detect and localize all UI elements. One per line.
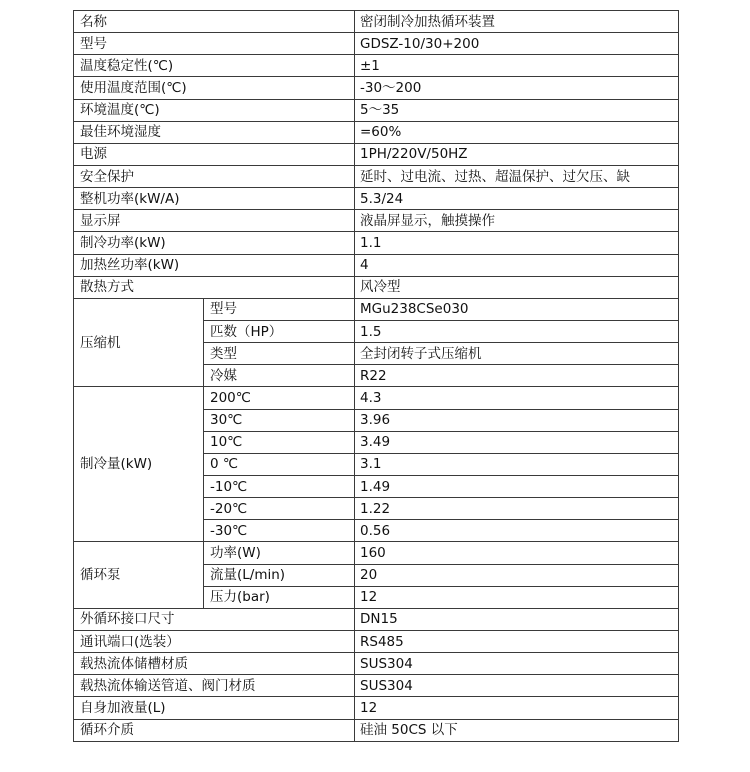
spec-value: 4.3 — [355, 387, 679, 409]
spec-value: 12 — [355, 586, 679, 608]
group-label: 制冷量(kW) — [74, 387, 204, 542]
spec-label: 使用温度范围(℃) — [74, 77, 355, 99]
spec-value: 1.5 — [355, 320, 679, 342]
table-row — [74, 77, 679, 99]
spec-value: 5.3/24 — [355, 188, 679, 210]
sub-label: 功率(W) — [204, 542, 355, 564]
sub-label: 压力(bar) — [204, 586, 355, 608]
sub-label: 冷媒 — [204, 365, 355, 387]
spec-value: 3.96 — [355, 409, 679, 431]
table-row — [74, 675, 679, 697]
spec-label: 名称 — [74, 11, 355, 33]
spec-value: ±1 — [355, 55, 679, 77]
spec-value: 延时、过电流、过热、超温保护、过欠压、缺 — [355, 165, 679, 187]
group-label: 压缩机 — [74, 298, 204, 387]
sub-label: 0 ℃ — [204, 453, 355, 475]
table-row — [74, 653, 679, 675]
sub-label: 型号 — [204, 298, 355, 320]
table-row — [74, 254, 679, 276]
spec-value: SUS304 — [355, 653, 679, 675]
table-row — [74, 11, 679, 33]
table-row — [74, 99, 679, 121]
table-row — [74, 165, 679, 187]
spec-label: 最佳环境湿度 — [74, 121, 355, 143]
spec-value: -30～200 — [355, 77, 679, 99]
sub-label: 类型 — [204, 343, 355, 365]
spec-label: 温度稳定性(℃) — [74, 55, 355, 77]
spec-value: 密闭制冷加热循环装置 — [355, 11, 679, 33]
spec-value: 风冷型 — [355, 276, 679, 298]
table-row — [74, 697, 679, 719]
table-row — [74, 387, 679, 409]
spec-label: 自身加液量(L) — [74, 697, 355, 719]
table-row — [74, 232, 679, 254]
spec-value: DN15 — [355, 608, 679, 630]
spec-label: 外循环接口尺寸 — [74, 608, 355, 630]
spec-value: 3.1 — [355, 453, 679, 475]
spec-value: 12 — [355, 697, 679, 719]
spec-table — [73, 10, 679, 742]
sub-label: 200℃ — [204, 387, 355, 409]
spec-label: 电源 — [74, 143, 355, 165]
table-row — [74, 276, 679, 298]
spec-value: 1PH/220V/50HZ — [355, 143, 679, 165]
spec-label: 制冷功率(kW) — [74, 232, 355, 254]
spec-label: 安全保护 — [74, 165, 355, 187]
sub-label: 30℃ — [204, 409, 355, 431]
sub-label: 流量(L/min) — [204, 564, 355, 586]
spec-value: 全封闭转子式压缩机 — [355, 343, 679, 365]
spec-label: 环境温度(℃) — [74, 99, 355, 121]
table-row — [74, 630, 679, 652]
spec-value: RS485 — [355, 630, 679, 652]
spec-label: 载热流体输送管道、阀门材质 — [74, 675, 355, 697]
spec-label: 通讯端口(选装） — [74, 630, 355, 652]
spec-value: =60% — [355, 121, 679, 143]
sub-label: 10℃ — [204, 431, 355, 453]
spec-label: 散热方式 — [74, 276, 355, 298]
table-row — [74, 719, 679, 742]
spec-value: MGu238CSe030 — [355, 298, 679, 320]
table-row — [74, 210, 679, 232]
sub-label: -20℃ — [204, 498, 355, 520]
sub-label: -10℃ — [204, 475, 355, 497]
spec-label: 循环介质 — [74, 719, 355, 742]
table-row — [74, 33, 679, 55]
sub-label: 匹数（HP） — [204, 320, 355, 342]
sub-label: -30℃ — [204, 520, 355, 542]
table-row — [74, 188, 679, 210]
table-row — [74, 608, 679, 630]
group-label: 循环泵 — [74, 542, 204, 608]
spec-value: 20 — [355, 564, 679, 586]
spec-value: 1.49 — [355, 475, 679, 497]
spec-value: 160 — [355, 542, 679, 564]
spec-value: 硅油 50CS 以下 — [355, 719, 679, 742]
spec-value: 1.1 — [355, 232, 679, 254]
table-row — [74, 298, 679, 320]
spec-value: GDSZ-10/30+200 — [355, 33, 679, 55]
spec-value: 3.49 — [355, 431, 679, 453]
table-row — [74, 542, 679, 564]
spec-label: 显示屏 — [74, 210, 355, 232]
spec-label: 加热丝功率(kW) — [74, 254, 355, 276]
spec-value: 5～35 — [355, 99, 679, 121]
spec-value: R22 — [355, 365, 679, 387]
spec-label: 整机功率(kW/A) — [74, 188, 355, 210]
table-row — [74, 55, 679, 77]
spec-value: 液晶屏显示，触摸操作 — [355, 210, 679, 232]
spec-label: 型号 — [74, 33, 355, 55]
table-row — [74, 121, 679, 143]
spec-table-body — [74, 11, 679, 742]
table-row — [74, 143, 679, 165]
spec-value: SUS304 — [355, 675, 679, 697]
spec-value: 0.56 — [355, 520, 679, 542]
spec-value: 1.22 — [355, 498, 679, 520]
spec-label: 载热流体储槽材质 — [74, 653, 355, 675]
spec-value: 4 — [355, 254, 679, 276]
